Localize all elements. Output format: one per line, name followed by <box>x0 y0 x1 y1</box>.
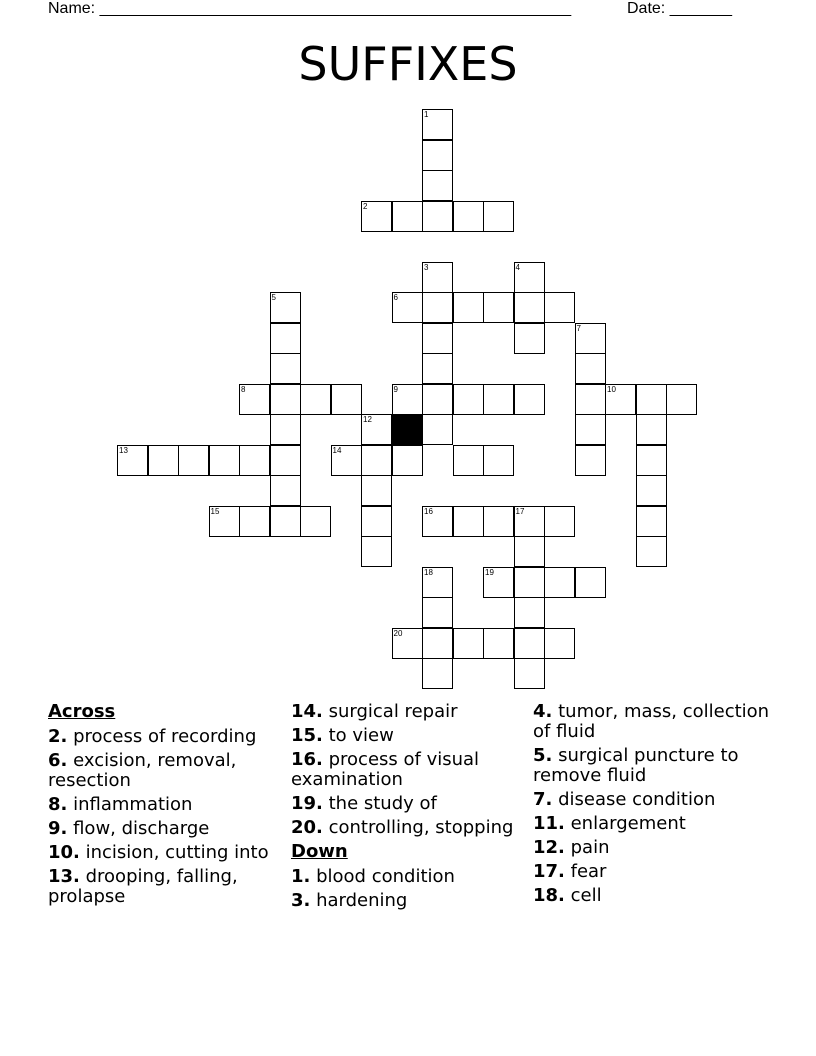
grid-cell[interactable] <box>392 445 423 476</box>
grid-cell[interactable] <box>361 445 392 476</box>
grid-cell[interactable] <box>270 445 301 476</box>
grid-cell[interactable] <box>361 201 392 232</box>
grid-cell[interactable] <box>514 658 545 689</box>
clue-number: 3 <box>424 262 429 272</box>
clue-item <box>48 843 276 863</box>
clue-text: hardening <box>310 890 408 911</box>
clue-item <box>533 862 773 882</box>
clue-number: 19 <box>485 567 494 577</box>
grid-cell[interactable] <box>422 384 453 415</box>
clue-number: 13 <box>119 445 128 455</box>
clue-item <box>533 790 773 810</box>
clue-text: drooping, falling, prolapse <box>48 866 238 907</box>
grid-cell[interactable] <box>422 353 453 384</box>
grid-cell[interactable] <box>666 384 697 415</box>
clue-num: 6. <box>48 750 68 771</box>
grid-cell[interactable] <box>422 109 453 140</box>
clue-num: 8. <box>48 794 68 815</box>
grid-cell[interactable] <box>361 475 392 506</box>
clue-num: 13. <box>48 866 80 887</box>
grid-cell[interactable] <box>239 445 270 476</box>
clue-number: 6 <box>393 293 398 302</box>
grid-cell[interactable] <box>117 445 148 476</box>
grid-cell[interactable] <box>392 628 423 659</box>
clue-num: 20. <box>291 817 323 838</box>
grid-cell[interactable] <box>239 506 270 537</box>
clue-num: 1. <box>291 866 311 887</box>
clue-number: 16 <box>424 506 433 516</box>
grid-cell[interactable] <box>605 384 636 415</box>
clue-heading: Across <box>48 701 116 722</box>
grid-cell[interactable] <box>514 628 545 659</box>
grid-cell[interactable] <box>453 384 484 415</box>
clue-num: 14. <box>291 701 323 722</box>
clue-text: surgical repair <box>322 701 458 722</box>
grid-cell[interactable] <box>575 384 606 415</box>
clue-item <box>533 886 773 906</box>
grid-cell[interactable] <box>422 323 453 354</box>
clue-text: incision, cutting into <box>79 842 269 863</box>
clue-num: 3. <box>291 890 311 911</box>
grid-cell[interactable] <box>514 262 545 293</box>
grid-cell[interactable] <box>544 567 575 598</box>
clue-text: excision, removal, resection <box>48 750 237 791</box>
grid-cell[interactable] <box>270 323 301 354</box>
clue-text: pain <box>564 837 610 858</box>
grid-cell[interactable] <box>422 414 453 445</box>
clue-item <box>48 751 276 791</box>
clue-text: to view <box>322 725 394 746</box>
clue-item <box>48 867 276 907</box>
clue-item <box>533 838 773 858</box>
clue-text: disease condition <box>552 789 716 810</box>
clue-text: process of recording <box>67 726 257 747</box>
clue-text: controlling, stopping <box>322 817 514 838</box>
clue-text: tumor, mass, collection of fluid <box>533 701 770 742</box>
grid-cell[interactable] <box>361 536 392 567</box>
grid-cell[interactable] <box>453 445 484 476</box>
clue-item <box>291 726 521 746</box>
grid-cell[interactable] <box>483 201 514 232</box>
grid-cell[interactable] <box>575 353 606 384</box>
grid-cell[interactable] <box>361 414 392 445</box>
clue-num: 15. <box>291 725 323 746</box>
grid-cell[interactable] <box>453 201 484 232</box>
grid-cell[interactable] <box>483 445 514 476</box>
clue-item <box>291 867 521 887</box>
grid-cell[interactable] <box>514 567 545 598</box>
grid-cell[interactable] <box>544 506 575 537</box>
grid-cell[interactable] <box>483 384 514 415</box>
clue-item <box>291 818 521 838</box>
clue-number: 14 <box>332 445 342 455</box>
clue-item <box>533 746 773 786</box>
grid-cell[interactable] <box>392 384 423 415</box>
grid-cell[interactable] <box>636 475 667 506</box>
grid-cell[interactable] <box>270 475 301 506</box>
clue-number: 5 <box>271 293 276 302</box>
grid-cell[interactable] <box>392 292 423 323</box>
clues-column-3 <box>533 702 773 910</box>
grid-cell[interactable] <box>544 292 575 323</box>
grid-cell[interactable] <box>544 628 575 659</box>
date-field-label: Date: _______ <box>627 0 732 17</box>
grid-cell[interactable] <box>300 506 331 537</box>
clue-num: 7. <box>533 789 553 810</box>
grid-cell[interactable] <box>270 353 301 384</box>
clue-number: 9 <box>393 384 398 394</box>
clue-item <box>48 819 276 839</box>
grid-cell[interactable] <box>422 628 453 659</box>
grid-cell[interactable] <box>636 536 667 567</box>
clue-item <box>48 727 276 747</box>
grid-cell[interactable] <box>422 140 453 171</box>
grid-cell[interactable] <box>575 567 606 598</box>
clues-column-2 <box>291 702 521 915</box>
grid-cell[interactable] <box>361 506 392 537</box>
grid-cell[interactable] <box>422 170 453 201</box>
clues-column-1 <box>48 702 276 911</box>
grid-cell[interactable] <box>239 384 270 415</box>
grid-cell[interactable] <box>514 506 545 537</box>
clue-item <box>291 702 521 722</box>
clue-number: 10 <box>607 384 616 394</box>
grid-cell[interactable] <box>422 597 453 628</box>
grid-cell[interactable] <box>483 567 514 598</box>
clue-number: 12 <box>363 415 372 424</box>
clue-num: 19. <box>291 793 323 814</box>
grid-cell[interactable] <box>636 384 667 415</box>
grid-cell[interactable] <box>453 506 484 537</box>
clue-heading: Down <box>291 841 348 862</box>
clue-text: cell <box>564 885 602 906</box>
grid-cell[interactable] <box>422 506 453 537</box>
clue-item <box>291 750 521 790</box>
clue-text: blood condition <box>310 866 455 887</box>
grid-cell[interactable] <box>331 445 362 476</box>
grid-cell[interactable] <box>422 567 453 598</box>
clue-text: fear <box>564 861 607 882</box>
grid-cell[interactable] <box>453 292 484 323</box>
clue-item <box>533 702 773 742</box>
grid-cell[interactable] <box>575 323 606 354</box>
clue-number: 4 <box>515 262 520 272</box>
grid-cell[interactable] <box>331 384 362 415</box>
grid-cell[interactable] <box>422 658 453 689</box>
grid-cell[interactable] <box>483 628 514 659</box>
grid-cell[interactable] <box>148 445 179 476</box>
clue-num: 5. <box>533 745 553 766</box>
clue-item <box>291 794 521 814</box>
grid-cell[interactable] <box>178 445 209 476</box>
clue-number: 17 <box>515 506 525 516</box>
clue-item <box>291 891 521 911</box>
page-title: SUFFIXES <box>298 37 518 91</box>
grid-cell[interactable] <box>209 445 240 476</box>
grid-cell[interactable] <box>453 628 484 659</box>
clue-text: surgical puncture to remove fluid <box>533 745 739 786</box>
black-cell <box>392 414 423 445</box>
clue-num: 9. <box>48 818 68 839</box>
clue-num: 18. <box>533 885 565 906</box>
grid-cell[interactable] <box>300 384 331 415</box>
clue-text: enlargement <box>564 813 686 834</box>
name-field-label: Name: _____________________________________________________ <box>48 0 572 17</box>
clue-number: 1 <box>424 110 429 119</box>
clue-num: 10. <box>48 842 80 863</box>
grid-cell[interactable] <box>422 201 453 232</box>
clue-number: 2 <box>363 201 368 211</box>
clue-text: inflammation <box>67 794 193 815</box>
clue-number: 18 <box>424 567 433 577</box>
clue-num: 2. <box>48 726 68 747</box>
grid-cell[interactable] <box>270 414 301 445</box>
clue-text: flow, discharge <box>67 818 210 839</box>
grid-cell[interactable] <box>514 536 545 567</box>
clue-number: 20 <box>393 628 403 638</box>
grid-cell[interactable] <box>514 292 545 323</box>
clue-item <box>48 795 276 815</box>
grid-cell[interactable] <box>422 262 453 293</box>
grid-cell[interactable] <box>575 445 606 476</box>
grid-cell[interactable] <box>514 384 545 415</box>
grid-cell[interactable] <box>422 292 453 323</box>
grid-cell[interactable] <box>483 292 514 323</box>
grid-cell[interactable] <box>270 506 301 537</box>
clue-number: 8 <box>241 384 246 394</box>
clue-item <box>533 814 773 834</box>
grid-cell[interactable] <box>209 506 240 537</box>
grid-cell[interactable] <box>514 597 545 628</box>
clue-num: 17. <box>533 861 565 882</box>
clue-number: 7 <box>576 323 581 333</box>
grid-cell[interactable] <box>636 414 667 445</box>
clue-number: 15 <box>210 506 220 516</box>
grid-cell[interactable] <box>483 506 514 537</box>
clue-num: 4. <box>533 701 553 722</box>
clue-num: 16. <box>291 749 323 770</box>
grid-cell[interactable] <box>575 414 606 445</box>
grid-cell[interactable] <box>636 506 667 537</box>
clue-text: process of visual examination <box>291 749 480 790</box>
grid-cell[interactable] <box>270 384 301 415</box>
grid-cell[interactable] <box>270 292 301 323</box>
clue-num: 12. <box>533 837 565 858</box>
grid-cell[interactable] <box>636 445 667 476</box>
clue-num: 11. <box>533 813 565 834</box>
clue-text: the study of <box>322 793 437 814</box>
grid-cell[interactable] <box>392 201 423 232</box>
grid-cell[interactable] <box>514 323 545 354</box>
